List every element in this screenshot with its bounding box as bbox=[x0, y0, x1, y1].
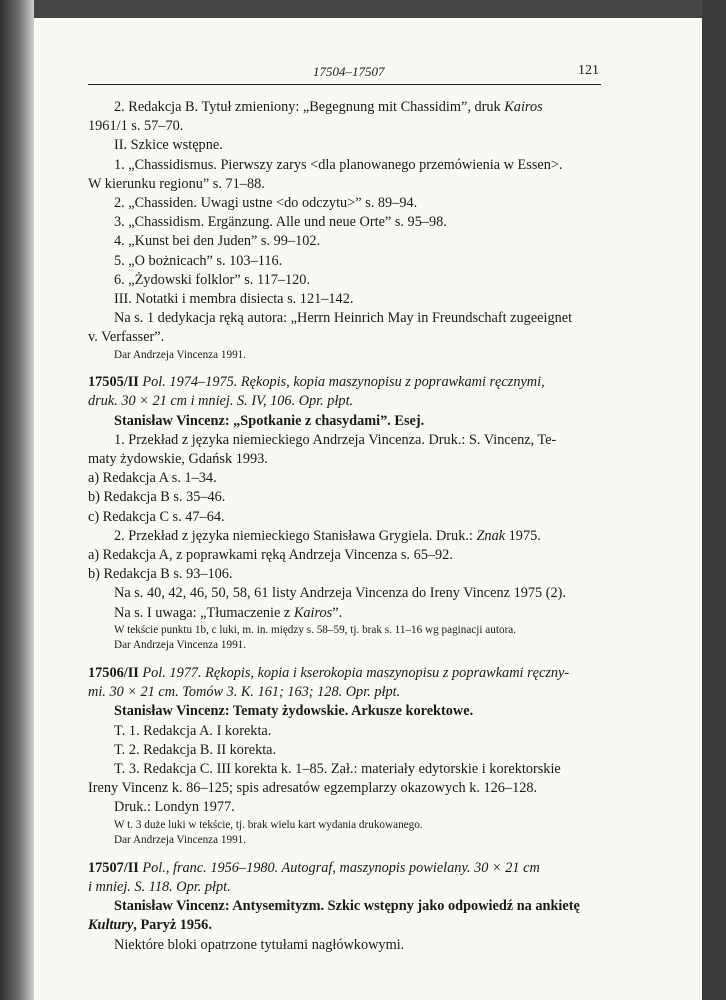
text-line: T. 2. Redakcja B. II korekta. bbox=[114, 741, 277, 758]
text-line: Ireny Vincenz k. 86–125; spis adresatów egzemplarzy okazowych k. 126–128. bbox=[88, 780, 538, 797]
provenance-note: Dar Andrzeja Vincenza 1991. bbox=[114, 639, 247, 652]
text-line: a) Redakcja A, z poprawkami ręką Andrzeja Vincenza s. 65–92. bbox=[88, 547, 453, 564]
text-line: W kierunku regionu” s. 71–88. bbox=[88, 175, 265, 192]
text-line: 2. Redakcja B. Tytuł zmieniony: „Begegnung mit Chassidim”, druk Kairos bbox=[114, 99, 543, 115]
text-line: 1. Przekład z języka niemieckiego Andrzeja Vincenza. Druk.: S. Vincenz, Te- bbox=[114, 431, 557, 448]
entry-17507-meta: 17507/II Pol., franc. 1956–1980. Autograf, maszynopis powielany. 30 × 21 cm bbox=[88, 859, 540, 876]
text-line: Niektóre bloki opatrzone tytułami nagłówkowymi. bbox=[114, 936, 405, 953]
page-number: 121 bbox=[578, 63, 599, 78]
text-line: Na s. I uwaga: „Tłumaczenie z Kairos”. bbox=[114, 604, 343, 621]
scan-right-edge bbox=[702, 0, 726, 1000]
text-line: 2. „Chassiden. Uwagi ustne <do odczytu>” s. 89–94. bbox=[114, 195, 418, 212]
scan-top-edge bbox=[34, 0, 702, 18]
text-line: Druk.: Londyn 1977. bbox=[114, 799, 235, 816]
entry-17506-meta: 17506/II Pol. 1977. Rękopis, kopia i kserokopia maszynopisu z poprawkami ręczny- bbox=[88, 665, 570, 682]
condition-note: W tekście punktu 1b, c luki, m. in. między s. 58–59, tj. brak s. 11–16 wg paginacji autora. bbox=[114, 623, 517, 636]
text-line: 5. „O bożnicach” s. 103–116. bbox=[114, 252, 283, 269]
text-line: c) Redakcja C s. 47–64. bbox=[88, 508, 225, 525]
text-line: 4. „Kunst bei den Juden” s. 99–102. bbox=[114, 233, 321, 250]
text-line: 1. „Chassidismus. Pierwszy zarys <dla planowanego przemówienia w Essen>. bbox=[114, 156, 563, 173]
provenance-note: Dar Andrzeja Vincenza 1991. bbox=[114, 834, 247, 847]
text-line: i mniej. S. 118. Opr. płpt. bbox=[88, 879, 231, 896]
text-line: 2. Przekład z języka niemieckiego Stanisława Grygiela. Druk.: Znak 1975. bbox=[114, 527, 541, 544]
text-line: Na s. 1 dedykacja ręką autora: „Herrn Heinrich May in Freundschaft zugeeignet bbox=[114, 310, 573, 327]
condition-note: W t. 3 duże luki w tekście, tj. brak wielu kart wydania drukowanego. bbox=[114, 818, 423, 831]
entry-17505-meta: 17505/II Pol. 1974–1975. Rękopis, kopia maszynopisu z poprawkami ręcznymi, bbox=[88, 374, 545, 391]
provenance-note: Dar Andrzeja Vincenza 1991. bbox=[114, 348, 247, 361]
header-rule bbox=[88, 84, 601, 85]
text-line: b) Redakcja B s. 93–106. bbox=[88, 566, 233, 583]
text-line: maty żydowskie, Gdańsk 1993. bbox=[88, 451, 268, 468]
text-line: v. Verfasser”. bbox=[88, 329, 165, 346]
text-line: II. Szkice wstępne. bbox=[114, 137, 223, 154]
entry-17506-title: Stanisław Vincenz: Tematy żydowskie. Arkusze korektowe. bbox=[114, 703, 474, 720]
entry-17505-title: Stanisław Vincenz: „Spotkanie z chasydami”. Esej. bbox=[114, 412, 425, 429]
text-line: Na s. 40, 42, 46, 50, 58, 61 listy Andrzeja Vincenza do Ireny Vincenz 1975 (2). bbox=[114, 585, 566, 602]
catalog-text bbox=[88, 98, 601, 955]
text-line: a) Redakcja A s. 1–34. bbox=[88, 470, 217, 487]
text-line: T. 1. Redakcja A. I korekta. bbox=[114, 722, 272, 739]
binding-edge bbox=[0, 0, 34, 1000]
text-line: b) Redakcja B s. 35–46. bbox=[88, 489, 226, 506]
entry-17507-title: Stanisław Vincenz: Antysemityzm. Szkic wstępny jako odpowiedź na ankietę bbox=[114, 898, 580, 915]
text-line: 1961/1 s. 57–70. bbox=[88, 118, 184, 135]
text-line: 6. „Żydowski folklor” s. 117–120. bbox=[114, 271, 311, 288]
running-title: 17504–17507 bbox=[313, 64, 385, 79]
text-line: mi. 30 × 21 cm. Tomów 3. K. 161; 163; 128. Opr. płpt. bbox=[88, 684, 401, 701]
text-line: 3. „Chassidism. Ergänzung. Alle und neue Orte” s. 95–98. bbox=[114, 214, 447, 231]
text-line: III. Notatki i membra disiecta s. 121–142. bbox=[114, 291, 354, 308]
text-line: T. 3. Redakcja C. III korekta k. 1–85. Zał.: materiały edytorskie i korektorskie bbox=[114, 761, 561, 778]
text-line: Kultury, Paryż 1956. bbox=[88, 917, 212, 934]
text-line: druk. 30 × 21 cm i mniej. S. IV, 106. Opr. płpt. bbox=[88, 393, 354, 410]
